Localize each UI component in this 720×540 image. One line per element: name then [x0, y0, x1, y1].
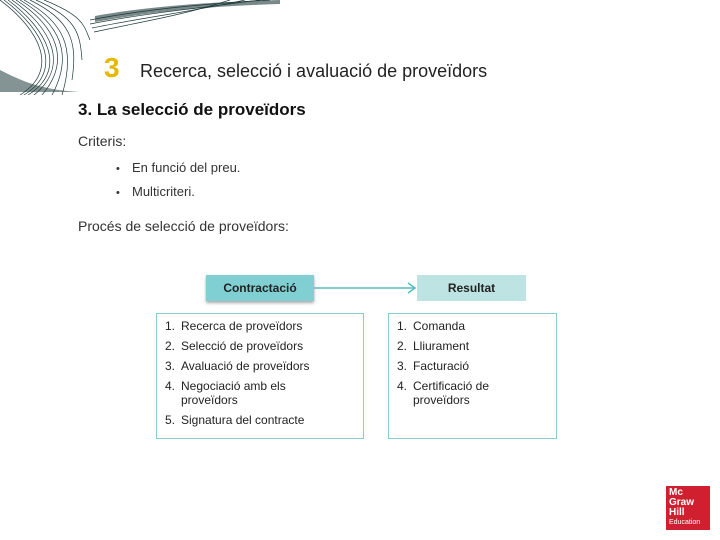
list-item-number: 3.	[165, 359, 176, 373]
list-item	[165, 359, 355, 373]
section-heading: 3. La selecció de proveïdors	[78, 100, 306, 119]
list-item	[397, 379, 548, 407]
list-item-text: Lliurament	[413, 339, 470, 353]
process-label: Procés de selecció de proveïdors:	[78, 218, 289, 234]
list-item	[165, 413, 355, 427]
arrow-right-icon	[314, 281, 418, 295]
contractacio-header: Contractació	[206, 275, 314, 301]
contractacio-steps	[156, 313, 364, 439]
list-item	[397, 319, 548, 333]
chapter-title: Recerca, selecció i avaluació de proveïdors	[140, 61, 488, 81]
criteria-item	[116, 160, 240, 175]
criteria-label: Criteris:	[78, 133, 127, 149]
list-item	[397, 339, 548, 353]
list-item	[165, 379, 355, 407]
list-item-number: 1.	[397, 319, 408, 333]
criteria-item-text: En funció del preu.	[132, 160, 241, 175]
list-item-text: Facturació	[413, 359, 470, 373]
list-item	[165, 319, 355, 333]
list-item	[165, 339, 355, 353]
list-item	[397, 359, 548, 373]
list-item-number: 4.	[397, 379, 408, 393]
list-item-number: 3.	[397, 359, 408, 373]
list-item-number: 1.	[165, 319, 176, 333]
list-item-text: Recerca de proveïdors	[181, 319, 303, 333]
bullet-icon: •	[116, 187, 120, 199]
resultat-header: Resultat	[417, 275, 526, 301]
logo-line: Mc	[669, 487, 683, 498]
mcgraw-hill-logo	[666, 486, 710, 530]
list-item-number: 2.	[397, 339, 408, 353]
list-item-number: 2.	[165, 339, 176, 353]
list-item-number: 4.	[165, 379, 176, 393]
list-item-text: Avaluació de proveïdors	[181, 359, 310, 373]
resultat-steps	[388, 313, 557, 439]
list-item-text: Selecció de proveïdors	[181, 339, 304, 353]
bullet-icon: •	[116, 163, 120, 175]
logo-line: Hill	[669, 507, 685, 518]
list-item-number: 5.	[165, 413, 176, 427]
criteria-list	[116, 160, 240, 208]
list-item-text: Negociació amb els proveïdors	[181, 379, 286, 407]
list-item-text: Certificació de proveïdors	[413, 379, 490, 407]
chapter-number: 3	[104, 52, 120, 83]
criteria-item	[116, 184, 240, 199]
criteria-item-text: Multicriteri.	[132, 184, 195, 199]
list-item-text: Signatura del contracte	[181, 413, 305, 427]
logo-line: Graw	[669, 497, 695, 508]
logo-sub: Education	[669, 519, 701, 526]
list-item-text: Comanda	[413, 319, 466, 333]
